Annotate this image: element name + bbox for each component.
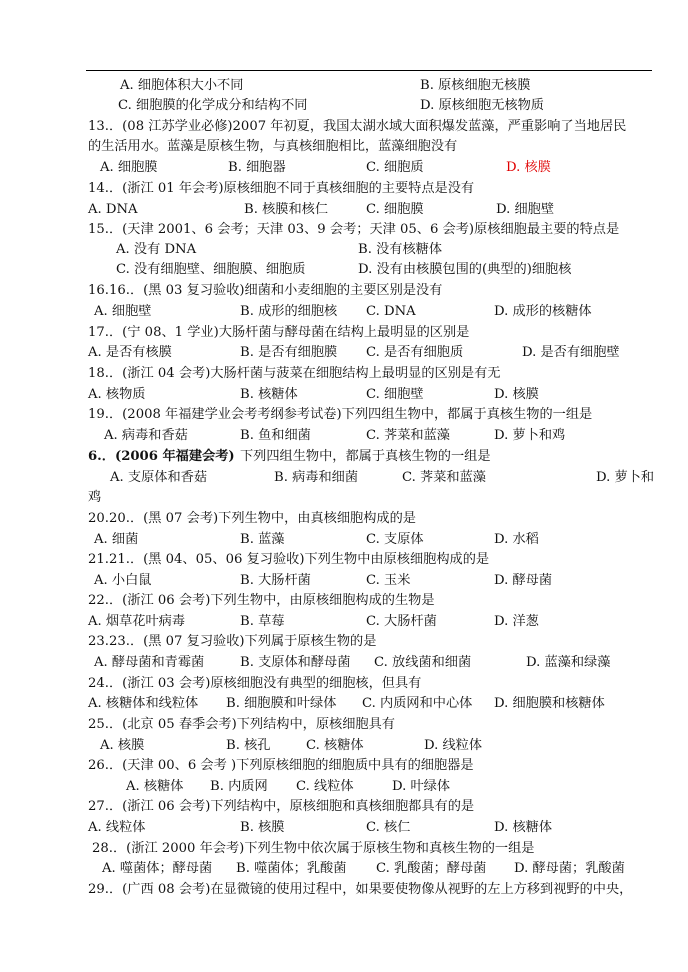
question-text: 20.20.．(黑 07 会考)下列生物中，由真核细胞构成的是 <box>88 511 416 526</box>
answer-option: B. 大肠杆菌 <box>240 573 311 588</box>
answer-option: D. 萝卜和鸡 <box>494 428 566 443</box>
answer-option: D. 蓝藻和绿藻 <box>526 655 611 670</box>
question-text: 28.．(浙江 2000 年会考)下列生物中依次属于原核生物和真核生物的一组是 <box>92 841 535 856</box>
answer-option: A. 是否有核膜 <box>88 345 172 360</box>
text-segment: 鸡 <box>88 490 102 505</box>
answer-option: B. 噬菌体；乳酸菌 <box>236 861 347 876</box>
answer-option: C. 支原体 <box>366 532 424 547</box>
answer-option: D. 没有由核膜包围的(典型的)细胞核 <box>358 262 572 277</box>
answer-option: B. 原核细胞无核膜 <box>420 78 531 93</box>
answer-option: C. 线粒体 <box>296 779 354 794</box>
answer-option: D. 细胞膜和核糖体 <box>494 696 605 711</box>
answer-option: D. 核糖体 <box>494 820 553 835</box>
answer-option: D. 细胞壁 <box>496 202 555 217</box>
question-text: 15.．(天津 2001、6 会考；天津 03、9 会考；天津 05、6 会考)原核细胞最主要的特点是 <box>88 222 620 237</box>
answer-option: C. 细胞膜 <box>366 202 424 217</box>
answer-option: B. 内质网 <box>210 779 268 794</box>
question-text: 18.．(浙江 04 会考)大肠杆菌与菠菜在细胞结构上最明显的区别是有无 <box>88 366 501 381</box>
question-text: 25.．(北京 05 春季会考)下列结构中，原核细胞具有 <box>88 717 395 732</box>
answer-option: C. DNA <box>366 304 416 319</box>
answer-option: D. 核膜 <box>506 160 551 175</box>
answer-option: A. DNA <box>88 202 138 217</box>
question-text: 16.16.．(黑 03 复习验收)细菌和小麦细胞的主要区别是没有 <box>88 283 443 298</box>
answer-option: C. 放线菌和细菌 <box>374 655 472 670</box>
answer-option: C. 是否有细胞质 <box>366 345 464 360</box>
answer-option: D. 叶绿体 <box>392 779 451 794</box>
answer-option: A. 核糖体 <box>126 779 184 794</box>
answer-option: C. 核糖体 <box>306 738 364 753</box>
answer-option: A. 核膜 <box>100 738 145 753</box>
question-text: 6.．(2006 年福建会考) <box>88 449 235 464</box>
answer-option: A. 没有 DNA <box>116 242 197 257</box>
answer-option: C. 细胞膜的化学成分和结构不同 <box>118 98 308 113</box>
answer-option: B. 鱼和细菌 <box>240 428 311 443</box>
answer-option: A. 酵母菌和青霉菌 <box>94 655 205 670</box>
answer-option: A. 细胞壁 <box>94 304 152 319</box>
answer-option: A. 细菌 <box>94 532 139 547</box>
answer-option: D. 是否有细胞壁 <box>522 345 620 360</box>
answer-option: A. 烟草花叶病毒 <box>88 614 186 629</box>
answer-option: C. 没有细胞壁、细胞膜、细胞质 <box>116 262 306 277</box>
answer-option: D. 成形的核糖体 <box>494 304 592 319</box>
question-text: 24.．(浙江 03 会考)原核细胞没有典型的细胞核，但具有 <box>88 676 422 691</box>
answer-option: A. 核糖体和线粒体 <box>88 696 199 711</box>
question-text: 22.．(浙江 06 会考)下列生物中，由原核细胞构成的生物是 <box>88 593 435 608</box>
question-text: 27.．(浙江 06 会考)下列结构中，原核细胞和真核细胞都具有的是 <box>88 799 475 814</box>
answer-option: B. 草莓 <box>240 614 285 629</box>
answer-option: D. 酵母菌 <box>494 573 553 588</box>
answer-option: B. 细胞膜和叶绿体 <box>226 696 337 711</box>
answer-option: B. 细胞器 <box>228 160 286 175</box>
question-text: 29.．(广西 08 会考)在显微镜的使用过程中，如果要使物像从视野的左上方移到视野的中央， <box>88 882 633 897</box>
question-text: 23.23.．(黑 07 复习验收)下列属于原核生物的是 <box>88 634 377 649</box>
question-text: 21.21.．(黑 04、05、06 复习验收)下列生物中由原核细胞构成的是 <box>88 552 490 567</box>
answer-option: C. 细胞质 <box>366 160 424 175</box>
answer-option: D. 酵母菌；乳酸菌 <box>514 861 625 876</box>
question-text: 13.．(08 江苏学业必修)2007 年初夏，我国太湖水域大面积爆发蓝藻，严重影响了当地居民 <box>88 119 627 134</box>
answer-option: A. 小白鼠 <box>94 573 152 588</box>
answer-option: D. 水稻 <box>494 532 539 547</box>
text-segment: 下列四组生物中，都属于真核生物的一组是 <box>240 449 491 464</box>
answer-option: C. 玉米 <box>366 573 411 588</box>
answer-option: D. 洋葱 <box>494 614 539 629</box>
answer-option: B. 核孔 <box>226 738 271 753</box>
answer-option: C. 荠菜和蓝藻 <box>366 428 450 443</box>
answer-option: A. 支原体和香菇 <box>110 470 208 485</box>
answer-option: A. 细胞体积大小不同 <box>120 78 244 93</box>
answer-option: C. 细胞壁 <box>366 387 424 402</box>
header-rule <box>86 70 652 71</box>
answer-option: B. 核膜 <box>240 820 285 835</box>
answer-option: C. 内质网和中心体 <box>362 696 473 711</box>
answer-option: D. 线粒体 <box>424 738 483 753</box>
answer-option: C. 大肠杆菌 <box>366 614 437 629</box>
question-text: 19.．(2008 年福建学业会考考纲参考试卷)下列四组生物中，都属于真核生物的一组是 <box>88 407 593 422</box>
text-segment: 的生活用水。蓝藻是原核生物，与真核细胞相比，蓝藻细胞没有 <box>88 139 458 154</box>
question-text: 26.．(天津 00、6 会考 )下列原核细胞的细胞质中具有的细胞器是 <box>88 758 474 773</box>
answer-option: A. 病毒和香菇 <box>104 428 188 443</box>
answer-option: C. 乳酸菌；酵母菌 <box>376 861 487 876</box>
answer-option: A. 线粒体 <box>88 820 146 835</box>
answer-option: B. 没有核糖体 <box>358 242 443 257</box>
answer-option: C. 核仁 <box>366 820 411 835</box>
question-text: 14.．(浙江 01 年会考)原核细胞不同于真核细胞的主要特点是没有 <box>88 181 475 196</box>
answer-option: B. 核糖体 <box>240 387 298 402</box>
answer-option: A. 核物质 <box>88 387 146 402</box>
answer-option: A. 噬菌体；酵母菌 <box>102 861 213 876</box>
answer-option: D. 萝卜和 <box>596 470 655 485</box>
answer-option: D. 核膜 <box>494 387 539 402</box>
answer-option: B. 病毒和细菌 <box>274 470 359 485</box>
answer-option: B. 是否有细胞膜 <box>240 345 338 360</box>
answer-option: B. 成形的细胞核 <box>240 304 338 319</box>
answer-option: B. 蓝藻 <box>240 532 285 547</box>
answer-option: D. 原核细胞无核物质 <box>420 98 544 113</box>
question-text: 17.．(宁 08、1 学业)大肠杆菌与酵母菌在结构上最明显的区别是 <box>88 325 470 340</box>
answer-option: C. 荠菜和蓝藻 <box>402 470 486 485</box>
answer-option: B. 核膜和核仁 <box>244 202 329 217</box>
answer-option: B. 支原体和酵母菌 <box>240 655 351 670</box>
answer-option: A. 细胞膜 <box>100 160 158 175</box>
